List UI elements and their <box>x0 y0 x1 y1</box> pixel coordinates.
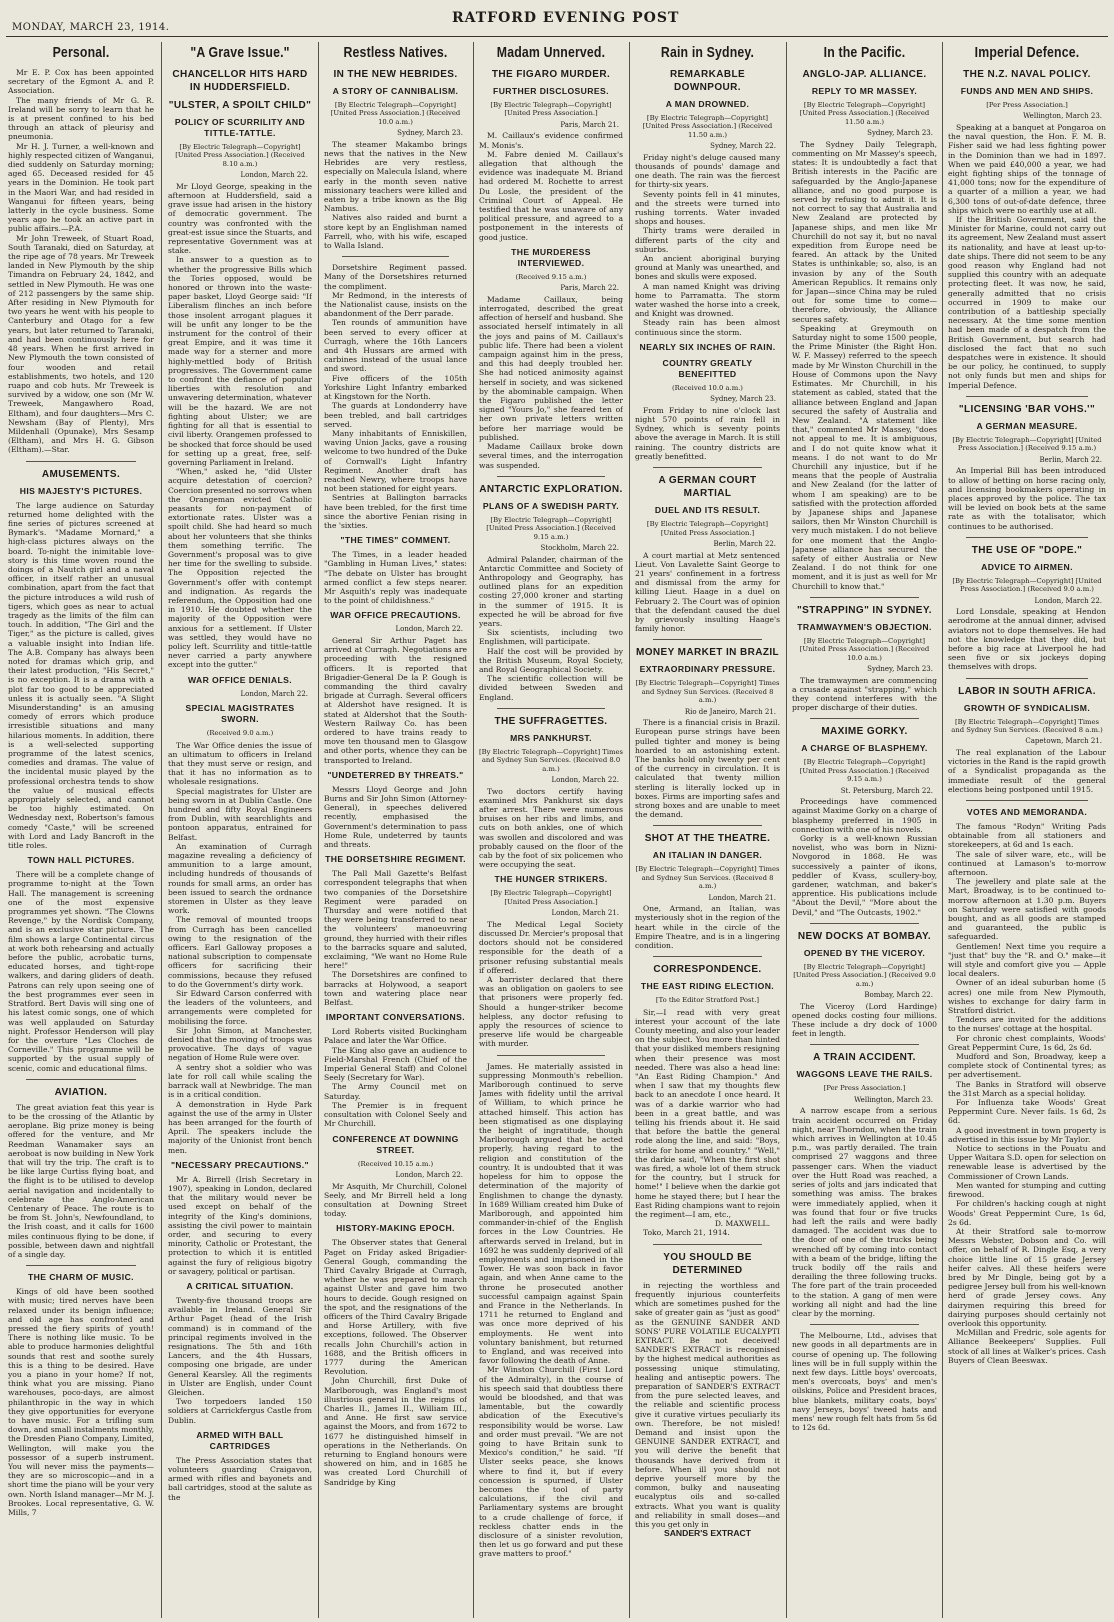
column-headline: In the Pacific. <box>823 44 906 61</box>
article-subheading: FURTHER DISCLOSURES. <box>493 86 609 96</box>
wire-credit: [To the Editor Stratford Post.] <box>655 996 760 1005</box>
section-rule <box>966 396 1088 397</box>
dateline: Capetown, March 21. <box>1025 737 1102 746</box>
article-paragraph: The Viceroy (Lord Hardinge) opened docks costing four millions. These include a dry dock of 1000 feet in length. <box>792 1001 937 1039</box>
article-paragraph: Mr A. Birrell (Irish Secretary in 1907), speaking in London, declared that the military would never be used except on behalf of the integrity of the King's dominions, assisting the civil power to maintain order, and securing to every minority, Catholic or Protestant, the protection to which it is entitled against the fury of religious bigotry or savagery, political or partisan. <box>168 1174 312 1276</box>
dateline: Sydney, March 23. <box>867 129 933 138</box>
wire-credit: [By Electric Telegraph—Copyright] [United Press Association.] (Received 9.15 a.m.) <box>486 515 616 541</box>
article-paragraph: Madame Caillaux broke down several times, and the interrogation was suspended. <box>479 442 623 470</box>
section-rule <box>497 476 605 477</box>
wire-credit: [By Electric Telegraph—Copyright] [United Press Association.] <box>646 520 769 537</box>
dateline: Sydney, March 23. <box>397 129 463 138</box>
article-paragraph: The Pall Mall Gazette's Belfast correspondent telegraphs that when two companies of the Dorsetshire Regiment were paraded on Thursday and were notified that they were being transferred to near the volunteers' manoeuvring ground, they hurried with their rifles to the barracks square and saluted, exclaiming, "We want no Home Rule here!" <box>324 869 467 971</box>
letter-signature: D. MAXWELL. <box>714 1219 770 1229</box>
article-paragraph: A man named Knight was driving home to Parramatta. The storm water washed the horse into a creek, and Knight was drowned. <box>635 281 780 319</box>
masthead-rule <box>6 36 1108 37</box>
article-subheading: "NECESSARY PRECAUTIONS." <box>170 1159 310 1170</box>
article-paragraph: Mr Redmond, in the interests of the Nationalist cause, insists on the abandonment of the Derr parade. <box>324 290 467 319</box>
article-paragraph: If the British Government, said the Minister for Marine, could not carry out its agreement, New Zealand must assert its nationality, and have at least up-to-date ships. There did not seem to be any good reason why England had not supplied this country with an adequate protecting fleet. It was now, he said, generally admitted that no crisis occurred in 1909 to make our contribution of a battleship specially necessary. At the time some mention had been made of a despatch from the British Government, but search had disclosed the fact that no such despatches were in existence. It should be our policy, he continued, to supply not only funds but men and ships for Imperial Defence. <box>948 215 1106 390</box>
article-paragraph: Steady rain has been almost continuous since the storm. <box>635 318 780 337</box>
wire-credit: [By Electric Telegraph—Copyright] [United Press Association.] <box>490 101 612 118</box>
article-subheading: FUNDS AND MEN AND SHIPS. <box>960 86 1094 96</box>
article-subheading: SPECIAL MAGISTRATES SWORN. <box>185 703 295 725</box>
column-divider <box>786 42 787 1618</box>
article-paragraph: The real explanation of the Labour victories in the Rand is the rapid growth of a Syndicalist propaganda as the immediate result of the general elections being postponed until 1915. <box>948 747 1106 794</box>
dateline: London, March 22. <box>395 1170 463 1179</box>
article-subheading: ADVICE TO AIRMEN. <box>981 561 1073 572</box>
section-rule <box>26 1265 136 1266</box>
section-rule <box>26 461 136 462</box>
article-subheading: ANGLO-JAP. ALLIANCE. <box>802 69 927 80</box>
article-subheading: ANTARCTIC EXPLORATION. <box>479 483 623 495</box>
column-personal <box>8 42 154 1618</box>
article-subheading: THE MURDERESS INTERVIEWED. <box>511 246 591 268</box>
dateline: Wellington, March 23. <box>1023 112 1102 121</box>
column-headline: Personal. <box>52 44 110 61</box>
article-subheading: NEW DOCKS AT BOMBAY. <box>797 930 932 942</box>
article-subheading: CORRESPONDENCE. <box>653 964 762 976</box>
article-subheading: NEARLY SIX INCHES OF RAIN. <box>639 341 776 352</box>
wire-credit: [By Electric Telegraph—Copyright] Times and Sydney Sun Services. (Received 8 a.m.) <box>635 679 780 705</box>
article-subheading: AMUSEMENTS. <box>41 468 121 480</box>
section-rule <box>653 467 762 468</box>
dateline: Wellington, March 23. <box>854 1095 933 1104</box>
article-subheading: A MAN DROWNED. <box>665 99 750 109</box>
article-subheading: PLANS OF A SWEDISH PARTY. <box>482 500 620 511</box>
wire-credit: [By Electric Telegraph—Copyright] [United Press Association.] (Received 11.50 a.m.) <box>642 114 773 139</box>
article-paragraph: General Sir Arthur Paget has arrived at Curragh. Negotiations are proceeding with the resigned officers. It is reported that Brigadier-General De la P. Gough is commanding the third cavalry brigade at Curragh. Several officers at Aldershot have resigned. It is stated at Aldershot that the South-Western Railway Co. has been ordered to have trains ready to move ten thousand men to Glasgow and other ports, whence they can be transported to Ireland. <box>324 635 467 765</box>
article-subheading: A GERMAN COURT MARTIAL <box>658 475 757 500</box>
article-subheading: HIS MAJESTY'S PICTURES. <box>19 485 143 496</box>
section-rule <box>810 597 919 598</box>
article-paragraph: The Banks in Stratford will observe the 31st March as a special holiday. <box>948 1079 1106 1098</box>
dateline: London, March 21. <box>708 893 776 902</box>
article-paragraph: A sentry shot a soldier who was late for roll call while scaling the barrack wall at Newbridge. The man is in a critical condition. <box>168 1062 312 1100</box>
wire-credit: [By Electric Telegraph—Copyright] [United Press Association.] (Received 9.0 a.m.) <box>793 962 936 988</box>
article-paragraph: For Influenza take Woods' Great Peppermint Cure. Never fails. 1s 6d, 2s 6d. <box>948 1098 1106 1126</box>
article-paragraph: A good investment in town property is advertised in this issue by Mr Taylor. <box>948 1125 1106 1144</box>
wire-credit: [By Electric Telegraph—Copyright] [United Press Association.] (Received 11.50 a.m.) <box>799 101 930 126</box>
column-in-the-pacific <box>792 42 937 1618</box>
article-paragraph: A court martial at Metz sentenced Lieut. Von Lavalette Saint George to 21 years' confinement in a fortress and dismissal from the army for killing Lieut. Haage in a duel on February 2. The Court was of opinion that the defendant caused the duel by grievously insulting Haage's family honor. <box>635 550 780 634</box>
article-paragraph: Natives also raided and burnt a store kept by an Englishman named Farrell, who, with his wife, escaped to Walla Island. <box>324 213 467 251</box>
wire-credit: [By Electric Telegraph—Copyright] [United Press Association.] (Received 9.15 a.m.) <box>799 758 930 784</box>
article-subheading: THE FIGARO MURDER. <box>491 69 611 80</box>
column-headline: "A Grave Issue." <box>190 44 290 61</box>
dateline: Bombay, March 22. <box>864 991 933 1000</box>
article-paragraph: Speaking at a banquet at Pongaroa on the naval question, the Hon. F. M. B. Fisher said we had less fighting power in the Dominion than we had in 1897. When we paid £40,000 a year, we had eight fighting ships of the tonnage of 41,000 tons; now for the expenditure of a quarter of a million a year, we had 6,300 tons of out-of-date defence, three ships which were no earthly use at all. <box>948 123 1106 215</box>
article-paragraph: Thirty trams were derailed in different parts of the city and suburbs. <box>635 226 780 254</box>
article-subheading: ARMED WITH BALL CARTRIDGES <box>196 1429 284 1451</box>
article-subheading: GROWTH OF SYNDICALISM. <box>963 702 1091 713</box>
column-headline: Madam Unnerved. <box>496 44 606 61</box>
article-paragraph: James. He materially assisted in suppressing Monmouth's rebellion. Marlborough continued to serve James with fidelity until the arrival of William, to which prince he attached himself. This action has been stigmatised as one displaying the height of ingratitude, though Marlborough argued that he acted properly, having regard to the religion and constitution of the country. It is undoubted that it was hopeless for him to oppose the determination of the majority of Englishmen to change the dynasty. In 1689 William created him Duke of Marlborough, and appointed him commander-in-chief of the English forces in the Low Countries. He afterwards served in Ireland, but in 1692 he was suddenly deprived of all employments and imprisoned in the Tower. He was soon back in favor again, and when Anne came to the throne he prosecuted another successful campaign against Spain and France in the Netherlands. In 1711 he returned to England and was once more deprived of his employments. He went into voluntary banishment, but returned to England, and was received into favor following the death of Anne. <box>479 1061 623 1366</box>
article-paragraph: Mr John Treweek, of Stuart Road, South Taranaki, died on Saturday, at the ripe age of 78 years. Mr Treweek landed in New Plymouth by the ship Timandra on February 24, 1842, and settled in New Plymouth. He was one of 212 passengers by the same ship. After residing in New Plymouth for two years he went with his people to Canterbury and Otago for a few years, but later returned to Taranaki, and had been continuously here for 48 years. When he first arrived in New Plymouth the town consisted of four wooden and retail establishments, two hotels, and 120 ruapo and cob huts. Mr Treweek is survived by a widow, one son (Mr W. Treweek, Mangawhero Road, Eltham), and four daughters—Mrs C. Newsham (Bay of Plenty), Mrs Mildenhall (Opunake), Mrs Sesamp (Eltham), and Mrs H. G. Gibson (Eltham).—Star. <box>8 233 154 455</box>
article-paragraph: The King also gave an audience to Field-Marshal French (Chief of the Imperial General Staff) and Colonel Seely (Secretary for War). <box>324 1045 467 1083</box>
article-subheading: THE DORSETSHIRE REGIMENT. <box>325 854 466 865</box>
article-subheading: CHANCELLOR HITS HARD IN HUDDERSFIELD. <box>172 69 308 93</box>
article-paragraph: There is a financial crisis in Brazil. European purse strings have been pulled tighter and money is being hoarded to an astonishing extent. The banks hold only twenty per cent of the currency in circulation. It is calculated that twenty million sterling is literally locked up in boxes. Firms are importing safes and strong boxes and are unable to meet the demand. <box>635 718 780 820</box>
article-paragraph: Seventy points fell in 41 minutes, and the streets were turned into rushing torrents. Water invaded shops and houses. <box>635 189 780 227</box>
article-paragraph: Mr H. J. Turner, a well-known and highly respected citizen of Wanganui, died suddenly on Saturday morning; aged 65. Deceased resided for 45 years in the Dominion. He took part in the Maori War, and had resided in Wanganui for fifteen years, being latterly in the cycle business. Some years ago he took an active part in public affairs.—P.A. <box>8 141 154 234</box>
dateline: Paris, March 22. <box>560 284 619 293</box>
article-subheading: WAR OFFICE DENIALS. <box>187 674 293 685</box>
article-paragraph: The jewellery and plate sale at the Mart, Broadway, is to be continued to-morrow afternoon at 1.30 p.m. Buyers on Saturday were satisfied with goods bought, and as all goods are stamped and guaranteed, the public is safeguarded. <box>948 877 1106 942</box>
newspaper-title: RATFORD EVENING POST <box>452 10 680 26</box>
article-subheading: HISTORY-MAKING EPOCH. <box>336 1223 455 1234</box>
article-subheading: YOU SHOULD BE DETERMINED <box>663 1251 752 1276</box>
article-paragraph: The Times, in a leader headed "Gambling in Human Lives," states: "The debate on Ulster has brought armed conflict a few steps nearer. Mr Asquith's reply was inadequate to the point of childishness." <box>324 550 467 606</box>
section-rule <box>966 800 1088 801</box>
dateline: Sydney, March 22. <box>710 142 776 151</box>
section-rule <box>653 1244 762 1245</box>
article-paragraph: The War Office denies the issue of an ultimatum to officers in Ireland that they must serve or resign, and that it has no information as to wholesale resignations. <box>168 740 312 787</box>
article-paragraph: Ten rounds of ammunition have been served to every officer at Curragh, where the 16th Lancers and 4th Hussars are armed with carbines instead of the usual lance and sword. <box>324 318 467 374</box>
section-rule <box>810 1324 919 1325</box>
article-subheading: MAXIME GORKY. <box>821 726 908 738</box>
column-headline: Restless Natives. <box>343 44 448 61</box>
column-headline: Imperial Defence. <box>974 44 1080 61</box>
dateline: London, March 21. <box>551 909 619 918</box>
article-paragraph: The great aviation feat this year is to be the crossing of the Atlantic by aeroplane. Big prize money is being offered for the venture, and Mr Reedman Wanamaker says an aeroboat is now building in New York that will try the trip. The craft is to be like large Curtiss flying boat, and the flight is to be utilised to develop aerial navigation and incidentally to celebrate the Anglo-American Centenary of Peace. The route is to be from St. John's, Newfoundland, to the Irish coast, and it calls for 1600 miles continuous flying to be done, if possible, between dawn and nightfall of a single day. <box>8 1102 154 1259</box>
article-paragraph: M. Caillaux's evidence confirmed M. Monis's. <box>479 131 623 150</box>
article-paragraph: Sir John Simon, at Manchester, denied that the moving of troops was provocative. The days of vague negation of Home Rule were over. <box>168 1025 312 1063</box>
article-paragraph: For children's hacking cough at night Woods' Great Peppermint Cure, 1s 6d, 2s 6d. <box>948 1199 1106 1227</box>
section-rule <box>653 639 762 640</box>
article-paragraph: The sale of silver ware, etc., will be continued at Lamason's to-morrow afternoon. <box>948 849 1106 877</box>
article-paragraph: Mr Winston Churchill (First Lord of the Admiralty), in the course of his speech said that doubtless there would be bloodshed, and that was lamentable, but the cowardly abdication of the Executive's responsibility would be worse. Law and order must prevail. "We are not going to have Britain sunk to Mexico's condition," he said. "If Ulster seeks peace, she knows where to find it, but if every concession is spurned, if Ulster becomes the tool of party calculations, if the civil and Parliamentary systems are brought to a crude challenge of force, if reckless chatter ends in the disclosure of a sinister revolution, then let us go forward and put these grave matters to proof." <box>479 1365 623 1559</box>
article-paragraph: At their Stratford sale to-morrow Messrs Webster, Dobson and Co. will offer, on behalf of R. Dingle Esq, a very choice little line of 15 grade Jersey heifer calves. All these heifers were bred by Mr Dingle, being got by a pedigree Jersey bull from his well-known herd of grade Jersey cows. Any dairymen requiring this breed for dairying purposes should certainly not overlook this opportunity. <box>948 1226 1106 1328</box>
article-paragraph: Notice to sections in the Pouatu and Upper Waitara S.D. open for selection on renewable lease is advertised by the Commissioner of Crown Lands. <box>948 1144 1106 1181</box>
section-rule <box>966 537 1088 538</box>
article-paragraph: The Melbourne, Ltd., advises that new goods in all departments are in course of opening up. The following lines will be in full supply within the next few days. Little boys' overcoats, men's overcoats, boys' and men's oilskins, Police and President braces, blue blankets, military coats, boys' navy Jerseys, boys' tweed hats and mens' new rough felt hats from 5s 6d to 12s 6d. <box>792 1331 937 1433</box>
wire-credit: [By Electric Telegraph—Copyright] Times and Sydney Sun Services. (Received 8 a.m.) <box>951 717 1103 734</box>
article-paragraph: Friday night's deluge caused many thousands of pounds' damage and one death. The rain was the fiercest for thirty-six years. <box>635 152 780 190</box>
article-subheading: TOWN HALL PICTURES. <box>27 855 135 866</box>
column-divider <box>942 42 943 1618</box>
article-subheading: MRS PANKHURST. <box>510 732 592 743</box>
article-subheading: AN ITALIAN IN DANGER. <box>652 850 763 861</box>
column-imperial-defence <box>948 42 1106 1618</box>
wire-credit: [By Electric Telegraph—Copyright] [United Press Association.] (Received 10.0 a.m.) <box>799 636 930 662</box>
section-rule <box>497 708 605 709</box>
article-subheading: CONFERENCE AT DOWNING STREET. <box>332 1133 459 1155</box>
article-subheading: POLICY OF SCURRILITY AND TITTLE-TATTLE. <box>174 117 306 138</box>
article-paragraph: Lord Lonsdale, speaking at Hendon aerodrome at the annual dinner, advised aviators not to dope themselves. He had not the knowledge that they did, but before a big race at Liverpool he had seen five or six jockeys doping themselves with drops. <box>948 607 1106 672</box>
article-subheading: OPENED BY THE VICEROY. <box>803 947 926 958</box>
article-paragraph: Six scientists, including two Englishmen, will participate. <box>479 628 623 647</box>
article-subheading: "THE TIMES" COMMENT. <box>340 535 451 546</box>
article-subheading: "LICENSING 'BAR VOHS.'" <box>958 403 1096 415</box>
article-paragraph: A demonstration in Hyde Park against the use of the army in Ulster has been arranged for the fourth of April. The speakers include the majority of the Unionist front bench men. <box>168 1099 312 1155</box>
article-subheading: THE N.Z. NAVAL POLICY. <box>963 69 1091 80</box>
article-paragraph: There will be a complete change of programme to-night at the Town Hall. The management is screening one of the most expensive programmes yet shown. "The Clowns Revenge," by the Nordisk Company, and is an exclusive star picture. The film shows a large Continental circus at work both rehearsing and actually before the public, acrobatic turns, educated horses, and tight-rope walkers, and daring gliders of death. Patrons can rely upon seeing one of the best programmes ever seen in Stratford. Bert Davis will sing one of his latest comic songs, one of which was well applauded on Saturday night. Professor Henderson will play for the overture "Les Cloches de Corneville." This programme will be supported by the usual supply of scenic, comic and educational films. <box>8 870 154 1073</box>
article-subheading: MONEY MARKET IN BRAZIL <box>635 647 780 659</box>
dateline: Sydney, March 23. <box>867 664 933 673</box>
wire-credit: [By Electric Telegraph—Copyright] [United Press Association.] (Received 8.10 a.m.) <box>175 143 305 168</box>
article-subheading: EXTRAORDINARY PRESSURE. <box>639 664 776 675</box>
article-subheading: THE EAST RIDING ELECTION. <box>640 981 775 992</box>
article-paragraph: Kings of old have been soothed with music; tired nerves have been relaxed under its benign influence; and old age has confronted and pressed the fiery spirits of youth! There is nothing like music. To be able to produce harmonies delightful sounds that rest and soothe surely this is a thing to be desired. Have you a piano in your home? If not, think what you are missing. Piano warehouses, poco-days, are almost philanthropic in the way in which they give opportunities for everyone to have music. For a trifling sum down, and small instalments monthly, the Dresden Piano Company, Limited, Wellington, will make you the possessor of a superb instrument. You will never miss the payments—they are so microscopic—and in a short time the piano will be your very own. North Island manager—Mr M. J. Brookes. Local representative, G. W. Mills, 7 <box>8 1287 154 1518</box>
article-subheading: IMPORTANT CONVERSATIONS. <box>325 1012 466 1023</box>
article-subheading: COUNTRY GREATLY BENEFITTED <box>662 357 753 379</box>
article-paragraph: An examination of Curragh magazine revealing a deficiency of ammunition to a large amount, including hundreds of thousands of rounds for small arms, an order has been issued to search the ordnance storemen in Ulster as they leave work. <box>168 841 312 916</box>
article-subheading: VOTES AND MEMORANDA. <box>966 806 1088 817</box>
section-rule <box>653 825 762 826</box>
dateline: Rio de Janeiro, March 21. <box>684 707 776 716</box>
article-subheading: A STORY OF CANNIBALISM. <box>332 86 459 96</box>
article-subheading: "ULSTER, A SPOILT CHILD" <box>168 100 312 111</box>
column-headline: Rain in Sydney. <box>660 44 755 61</box>
section-rule <box>497 1055 605 1056</box>
article-paragraph: Half the cost will be provided by the British Museum, Royal Society, and Royal Geographical Society. <box>479 646 623 674</box>
article-paragraph: The steamer Makambo brings news that the natives in the New Hebrides are very restless, especially on Malecula Island, where early in the month seven native missionary teachers were killed and eaten by a tribe known as the Big Nambus. <box>324 139 467 214</box>
dateline: London, March 22. <box>395 625 463 634</box>
article-subheading: A GERMAN MEASURE. <box>976 420 1078 431</box>
article-subheading: AVIATION. <box>54 1086 108 1098</box>
section-rule <box>810 923 919 924</box>
dateline: London, March 22. <box>240 689 308 698</box>
article-subheading: REMARKABLE DOWNPOUR. <box>669 69 746 93</box>
article-paragraph: Toko, March 21, 1914. <box>643 1228 730 1238</box>
article-paragraph: Gorky is a well-known Russian novelist, who was born in Nizni-Novgorod in 1868. He was successively a painter of ikons, peddler of Kvass, scullery-boy, gardener, watchman, and baker's apprentice. His publications include "About the Devil," "More about the Devil," and "The Outcasts, 1902." <box>792 834 937 917</box>
article-subheading: DUEL AND ITS RESULT. <box>654 505 761 516</box>
article-subheading: SHOT AT THE THEATRE. <box>644 833 771 845</box>
article-paragraph: An Imperial Bill has been introduced to allow of betting on horse racing only, and licensing bookmakers operating in places approved by the police. The tax will be levied on book bets at the same rate as with the totalisator, which continues to be authorised. <box>948 466 1106 531</box>
article-paragraph: Sir Edward Carson conferred with the leaders of the volunteers, and arrangements were completed for mobilising the force. <box>168 989 312 1026</box>
article-paragraph: The removal of mounted troops from Curragh has been cancelled owing to the resignation of the officers. Earl Galloway proposes a national subscription to compensate officers for sacrificing their commissions, because they refused to do the Government's dirty work. <box>168 915 312 989</box>
article-paragraph: The Army Council met on Saturday. <box>324 1082 467 1101</box>
article-paragraph: Gentlemen! Next time you require a "just that" buy the "R. and O." make—it will style and comfort give you — Apple local dealers. <box>948 941 1106 979</box>
column-divider <box>473 42 474 1618</box>
article-paragraph: Mr E. P. Cox has been appointed secretary of the Egmont A. and P. Association. <box>8 68 154 96</box>
wire-credit: [By Electric Telegraph—Copyright] [United Press Association.] <box>490 889 612 906</box>
column-restless-natives <box>324 42 467 1618</box>
article-paragraph: One, Armand, an Italian, was mysteriously shot in the region of the heart while in the circle of the Empire Theatre, and is in a lingering condition. <box>635 904 780 950</box>
article-subheading: REPLY TO MR MASSEY. <box>811 86 918 96</box>
issue-date: MONDAY, MARCH 23, 1914. <box>12 22 170 33</box>
section-rule <box>26 1079 136 1080</box>
dateline: London, March 22. <box>551 775 619 784</box>
article-paragraph: Tenders are invited for the additions to the nurses' cottage at the hospital. <box>948 1015 1106 1034</box>
article-paragraph: The large audience on Saturday returned home delighted with the fine series of pictures screened at Bymark's. "Madame Mornard," a high-class pictures always on the board. To-night the inimitable love-story is this time woven round the doings of a Nautch girl and a naval officer, in itself rather an unusual combination, apart from the fact that the picture introduces a wild rush of tigers, which goes as near to actual tragedy as the limits of the film can touch. In addition, "The Girl and the Tiger," as the picture is called, gives a valuable insight into Indian life. The A.B. Company has always been noted for dramas which grip, and their latest production, "His Secret," is no exception. It is a drama with a plot far too good to be appreciated unless it is actually seen. "A Slight Misunderstanding" is an amusing comedy of errors which produce irresistible situations and many hilarious moments. In addition, there is a well-selected supporting programme of the latest scenics, comedies and dramas. The value of the incidental music played by the professional orchestra tends to show the value of musical effects appropriately selected, and cannot be too highly estimated. On Wednesday next, Robertson's famous comedy "Caste," will be screened with Lord and Lady Bancroft in the title roles. <box>8 500 154 851</box>
dateline: London, March 22. <box>240 171 308 180</box>
dateline: Paris, March 21. <box>560 120 619 129</box>
column-divider <box>318 42 319 1618</box>
column-divider <box>161 42 162 1618</box>
article-paragraph: Five officers of the 105th Yorkshire Light Infantry embarked at Kingstown for the North. <box>324 373 467 402</box>
article-subheading: "UNDETERRED BY THREATS." <box>327 769 464 780</box>
article-subheading: A TRAIN ACCIDENT. <box>813 1052 916 1064</box>
article-subheading: IN THE NEW HEBRIDES. <box>333 69 458 80</box>
article-paragraph: The guards at Londonderry have been trebled, and ball cartridges served. <box>324 401 467 429</box>
article-paragraph: "When," asked he, "did Ulster acquire detestation of coercion? Coercion presented no sorrows when the Orangeman evicted Catholic peasants for non-payment of extortionate rates. Ulster was a spoilt child. She had heard so much about her volunteers that she thinks them something terrific. The Government's proposal was to give her time for the swelling to subside. The Opposition rejected the Government's offer with contempt and indignation. As regards the referendum, the Opposition had one in 1910. He doubted whether the majority of the Opposition were anxious for a settlement. If Ulster was settled, they would have no policy left. Scurrility and tittle-tattle never carried a party anywhere except into the gutter." <box>168 467 312 670</box>
wire-credit: [By Electric Telegraph—Copyright] Times and Sydney Sun Services. (Received 8 a.m.) <box>635 865 780 891</box>
wire-credit: [By Electric Telegraph—Copyright] Times and Sydney Sun Services. (Received 8.0 a.m.) <box>479 747 623 773</box>
article-subheading: THE HUNGER STRIKERS. <box>494 874 608 885</box>
article-subheading: A CRITICAL SITUATION. <box>186 1280 294 1291</box>
wire-credit: (Received 9.15 a.m.) <box>515 272 587 281</box>
article-paragraph: From Friday to nine o'clock last night 570 points of rain fell in Sydney, which is seventy points above the average in March. It is still raining. The country districts are greatly benefitted. <box>635 405 780 461</box>
article-paragraph: Madame Caillaux, being interrogated, described the great affection of herself and husband. She associated herself intimately in all the joys and pains of M. Caillaux's public life. There had been a violent campaign against him in the press, and this had deeply troubled her. She had noticed animosity against herself in society, and was sickened by the abominable campaign. When the Figaro published the letter signed "Yours Jo," she feared ten of her own private letters written before her marriage would be published. <box>479 294 623 442</box>
section-rule <box>653 956 762 957</box>
section-rule <box>810 1044 919 1045</box>
article-paragraph: Mr Asquith, Mr Churchill, Colonel Seely, and Mr Birrell held a long consultation at Downing Street today. <box>324 1181 467 1219</box>
article-paragraph: An ancient aboriginal burying ground at Manly was unearthed, and bones and skulls were exposed. <box>635 254 780 282</box>
article-paragraph: John Churchill, first Duke of Marlborough, was England's most illustrious general in the reigns of Charles II., James II., William III., and Anne. He first saw service against the Moors, and from 1672 to 1677 he distinguished himself in operations in the Netherlands. On returning to England honours were showered on him, and in 1685 he was created Lord Churchill of Sandridge by King <box>324 1376 467 1487</box>
section-rule <box>810 718 919 719</box>
article-paragraph: The famous "Rodyn" Writing Pads obtainable from all stationers and storekeepers, at 6d and 1s each. <box>948 821 1106 850</box>
article-subheading: WAR OFFICE PRECAUTIONS. <box>330 610 461 621</box>
article-subheading: "STRAPPING" IN SYDNEY. <box>797 604 932 616</box>
article-paragraph: A barrister declared that there was an obligation on gaolers to see that prisoners were properly fed. Should a hunger-striker become helpless, any doctor refusing to apply the resources of science to preserve life would be chargeable with murder. <box>479 975 623 1049</box>
article-paragraph: Admiral Palander, chairman of the Antarctic Committee and Society of Anthropology and Geography, has outlined plans for an expedition costing 27,000 kroner and starting in the summer of 1915. It is expected he will be abroad for five years. <box>479 554 623 628</box>
article-paragraph: Mudford and Son, Broadway, keep a complete stock of Continental tyres; as per advertisement. <box>948 1052 1106 1080</box>
wire-credit: [Per Press Association.] <box>823 1084 906 1093</box>
article-paragraph: The Press Association states that volunteers guarding Craigavon, armed with rifles and bayonets and ball cartridges, stood at the salute as the <box>168 1455 312 1502</box>
article-paragraph: Twenty-five thousand troops are available in Ireland. General Sir Arthur Paget (head of the Irish command) is in command of the principal regiments involved in the resignations. The 5th and 16th Lancers, and the 4th Hussars, composing one brigade, are under General Kearsley. All the regiments in Ulster are English, under Count Gleichen. <box>168 1295 312 1397</box>
column-divider <box>629 42 630 1618</box>
article-subheading: TRAMWAYMEN'S OBJECTION. <box>797 621 932 632</box>
dateline: St. Petersburg, March 22. <box>840 786 933 795</box>
article-paragraph: Men wanted for stumping and cutting firewood. <box>948 1180 1106 1200</box>
article-paragraph: Proceedings have commenced against Maxime Gorky on a charge of blasphemy preferred in 1905 in connection with one of his novels. <box>792 797 937 834</box>
masthead <box>0 0 1114 34</box>
article-paragraph: Lord Roberts visited Buckingham Palace and later the War Office. <box>324 1027 467 1046</box>
article-paragraph: The Dorsetshires are confined to barracks at Holywood, a seaport town and watering place near Belfast. <box>324 970 467 1008</box>
article-paragraph: Messrs Lloyd George and John Burns and Sir John Simon (Attorney-General), in speeches delivered recently, emphasised the Government's determination to pass Home Rule, undeterred by taunts and threats. <box>324 784 467 850</box>
article-paragraph: in rejecting the worthless and frequently injurious counterfeits which are sometimes pushed for the sake of greater gain as "just as good" as the GENUINE SANDER AND SONS' PURE VOLATILE EUCALYPTI EXTRACT. Be not deceived! SANDER'S EXTRACT is recognised by the highest medical authorities as possessing unique stimulating, healing and antiseptic powers. The preparation of SANDER'S EXTRACT from the pure selected leaves, and the reliable and scientific process give it curative virtues peculiarly its own. Therefore, be not misled! Demand and insist upon the GENUINE SANDER EXTRACT, and you will derive the benefit that thousands have derived from it before. When ill you should not deprive yourself more by the common, bulky and nauseating eucalyptus oils and so-called extracts. What you want is quality and reliability in small doses—and this you get only in <box>635 1280 780 1529</box>
article-paragraph: Dorsetshire Regiment passed. Many of the Dorsetshires returned the compliment. <box>324 263 467 291</box>
wire-credit: [By Electric Telegraph—Copyright] [United Press Association.] (Received 9.0 a.m.) <box>952 576 1102 594</box>
article-paragraph: Sir,—I read with very great interest your account of the late County meeting, and also your leader on the subject. You more than hinted that your disliked members resigning when their presence was most needed. There was also a head line: "An East Riding Champion." And when I saw that my thoughts flew back to an anecdote I once heard. It was of a darkie warrior who had been in a great battle, and was telling his friends about it. He said that before the battle the general rode along the line, and said: "Boys, strike for home and country." "Well," the darkie said, "When the first shot was fired, a whole lot of them struck for the country, but I struck for home!" I believe when the darkie got home he stayed there; but I hear the East Riding champions want to rejoin the regiment—I am, etc., <box>635 1007 780 1220</box>
article-paragraph: For chronic chest complaints, Woods' Great Peppermint Cure, 1s 6d, 2s 6d. <box>948 1033 1106 1052</box>
article-subheading: THE USE OF "DOPE." <box>971 544 1083 556</box>
wire-credit: [Per Press Association.] <box>986 101 1068 109</box>
article-paragraph: McMillan and Fredric, sole agents for Alliance Beekeepers' Supplies. Full stock of all lines at Walker's prices. Cash Buyers of Clean Beeswax. <box>948 1328 1106 1365</box>
dateline: Berlin, March 22. <box>1039 455 1102 464</box>
column-rain-in-sydney <box>635 42 780 1618</box>
article-paragraph: Two doctors certify having examined Mrs Pankhurst six days after arrest. There were numerous bruises on her ribs and limbs, and cuts on both ankles, one of which was swollen and discolored and was probably caused on the floor of the cab by the foot of six policemen who were occupying the seat. <box>479 786 623 870</box>
dateline: Berlin, March 22. <box>713 539 776 548</box>
article-subheading: THE CHARM OF MUSIC. <box>28 1272 134 1283</box>
dateline: London, March 22. <box>1034 596 1102 605</box>
article-paragraph: Special magistrates for Ulster are being sworn in at Dublin Castle. One hundred and fifty Royal Engineers from Dublin, with searchlights and pontoon apparatus, entrained for Belfast. <box>168 786 312 842</box>
article-paragraph: The Premier is in frequent consultation with Colonel Seely and Mr Churchill. <box>324 1100 467 1129</box>
article-subheading: A CHARGE OF BLASPHEMY. <box>801 743 928 754</box>
section-rule <box>342 256 449 257</box>
article-paragraph: Mr Lloyd George, speaking in the afternoon at Huddersfield, said a grave issue had arisen in the history of democratic government. The country was confronted with the great-est issue since the Stuarts, and representative Government was at stake. <box>168 181 312 256</box>
article-subheading: WAGGONS LEAVE THE RAILS. <box>796 1069 933 1080</box>
article-paragraph: The many friends of Mr G. R. Ireland will be sorry to learn that he is at present confined to his bed through an attack of pleurisy and pneumonia. <box>8 95 154 142</box>
advert-brand: SANDER'S EXTRACT <box>663 1528 752 1539</box>
article-paragraph: In answer to a question as to whether the progressive Bills which the Tories opposed, would be honored or thrown into the waste-paper basket, Lloyd George said: "If Liberalism flinches an inch before those insolent arrogant plagues it will be unfit any longer to be the instrument for the control of their great Empire, and it was time it made way for a sterner and more highly-mettled body of British progressives. The Government came to confront the defiance of popular liberties with resolution and unwavering determination, whatever will be the hazard. We are not fighting about Ulster; we are fighting for all that is essential to civil liberty. Orangemen professed to be shocked that force should be used for setting up a great, free, self-governing Parliament in Ireland. <box>168 255 312 467</box>
article-paragraph: The Medical Legal Society discussed Dr. Mercier's proposal that doctors should not be considered responsible for the death of a prisoner refusing substantial meals if offered. <box>479 919 623 975</box>
article-paragraph: The tramwaymen are commencing a crusade against "strapping," which they contend interferes with the proper discharge of their duties. <box>792 675 937 713</box>
wire-credit: [By Electric Telegraph—Copyright] [United Press Association.] (Received 9.15 a.m.) <box>952 435 1102 453</box>
article-paragraph: Speaking at Greymouth on Saturday night to some 1500 people, the Prime Minister (the Right Hon. W. F. Massey) referred to the speech made by Mr Winston Churchill in the House of Commons upon the Navy Estimates. Mr Churchill, in his statement as cabled, stated that the alliance between England and Japan secured the safety of Australia and New Zealand. "A statement like that," commented Mr Massey, "does not appeal to me. It is ambiguous, and I do not quite know what it means. I do not want to do Mr Churchill any injustice, but if he means that the people of Australia and New Zealand (for the latter of whom I am speaking) are to be satisfied with the protection afforded by Japanese ships and Japanese sailors, then Mr Winston Churchill is very much mistaken. I do not believe for one moment that the Anglo-Japanese alliance has secured the safety of either Australia or New Zealand. I do not think for one moment, and it is just as well for Mr Churchill to know that." <box>792 323 937 591</box>
wire-credit: [By Electric Telegraph—Copyright] [United Press Association.] (Received 10.0 a.m.) <box>330 101 461 126</box>
dateline: Stockholm, March 22. <box>540 543 619 552</box>
article-subheading: THE SUFFRAGETTES. <box>494 715 608 727</box>
article-paragraph: Many inhabitants of Enniskillen, waving Union Jacks, gave a rousing welcome to two hundred of the Duke of Cornwall's Light Infantry Regiment. Another draft has reached Newry, where troops have not been stationed for eight years. <box>324 428 467 494</box>
dateline: Sydney, March 23. <box>710 395 776 404</box>
article-paragraph: The Sydney Daily Telegraph, commenting on Mr Massey's speech, states: It is undoubtedly a fact that British interests in the Pacific are safeguarded by the Anglo-Japanese alliance, and no good purpose is served by refusing to admit it. It is not correct to say that Australia and New Zealand are protected by Japanese ships, and men like Mr Churchill do not say it, but no naval expedition from Europe need be feared. An attack by the United States is unthinkable; so, also, is an invasion by any of the South American Republics. It remains only for Japan—since China may be ruled out for some time to come—therefore, obviously, the Alliance secures safety. <box>792 139 937 324</box>
article-subheading: LABOR IN SOUTH AFRICA. <box>958 685 1096 697</box>
article-paragraph: Sentries at Ballington barracks have been trebled, for the first time since the abortive Fenian rising in the 'sixties. <box>324 493 467 530</box>
column-madam-unnerved <box>479 42 623 1618</box>
article-paragraph: The scientific collection will be divided between Sweden and England. <box>479 674 623 702</box>
wire-credit: (Received 9.0 a.m.) <box>206 729 274 738</box>
column-grave-issue <box>168 42 312 1618</box>
article-paragraph: M. Fabre denied M. Caillaux's allegation that although the evidence was inadequate M. Briand had ordered M. Rochette to arrest Du Losle, the president of the Criminal Court of Appeal. He testified that he was unaware of any political pressure, and agreed to a postponement in the interests of good justice. <box>479 149 623 242</box>
article-paragraph: Owner of an ideal suburban home (5 acres) one mile from New Plymouth, wishes to exchange for dairy farm in Stratford district. <box>948 978 1106 1016</box>
article-paragraph: The Observer states that General Paget on Friday asked Brigadier-General Gough, commanding the Third Cavalry Brigade at Curragh, whether he was prepared to march against Ulster and gave him two hours to decide. Gough resigned on the spot, and the resignations of the officers of the Third Cavalry Brigade and Horse Artillery, with five exceptions, followed. The Observer recalls John Churchill's action in 1688, and the British officers in 1777 during the American Revolution. <box>324 1238 467 1377</box>
section-rule <box>966 678 1088 679</box>
article-paragraph: A narrow escape from a serious train accident occurred on Friday night, near Thorndon, when the train which arrives in Wellington at 10.45 p.m., was partly derailed. The train comprised 27 waggons and three passenger cars. When the viaduct over the Hutt Road was reached, a series of jolts and jars indicated that something was amiss. The brakes were immediately applied, when it was found that four or five trucks had left the rails and were badly damaged. The accident was due to the door of one of the trucks being wrenched off by coming into contact with a beam of the bridge, lifting the truck bodily off the rails and derailing the three following trucks. The fore part of the train proceeded to the station. A gang of men were working all night and had the line clear by the morning. <box>792 1106 937 1318</box>
wire-credit: (Received 10.15 a.m.) <box>357 1159 434 1168</box>
article-paragraph: Two torpedoers landed 150 soldiers at Carrickfergus Castle from Dublin. <box>168 1397 312 1425</box>
wire-credit: (Received 10.0 a.m.) <box>672 383 743 392</box>
